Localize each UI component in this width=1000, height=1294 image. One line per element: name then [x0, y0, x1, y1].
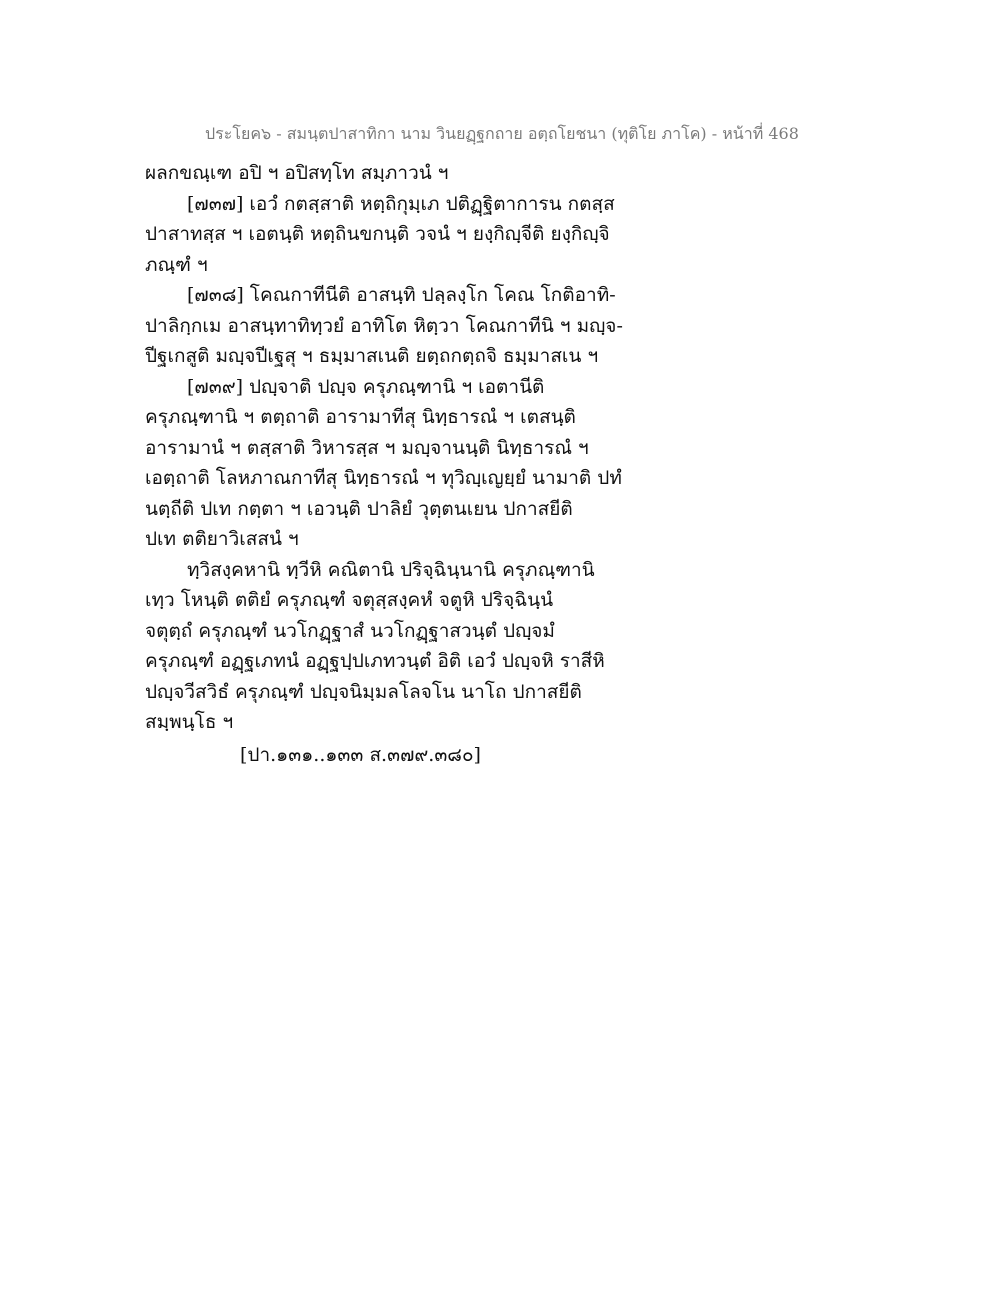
text-line: ปเท ตติยาวิเสสนํ ฯ	[145, 528, 299, 550]
text-line: นตฺถีติ ปเท กตฺตา ฯ เอวนฺติ ปาลิยํ วุตฺตนเยน ปกาสยีติ	[145, 497, 573, 520]
text-line: ปาลิกฺกเม อาสนฺทาทิทฺวยํ อาทิโต หิตฺวา โคณกาทีนิ ฯ มญฺจ-	[145, 314, 623, 337]
running-header: ประโยค๖ - สมนฺตปาสาทิกา นาม วินยฏฺฐกถาย อตฺถโยชนา (ทุติโย ภาโค) - หน้าที่ 468	[205, 124, 799, 143]
text-line: ปาสาทสฺส ฯ เอตนฺติ หตฺถินขกนฺติ วจนํ ฯ ยงฺกิญฺจีติ ยงฺกิญฺจิ	[145, 223, 610, 245]
verse-paragraph-start: ทฺวิสงฺคหานิ ทฺวีหิ คณิตานิ ปริจฺฉินฺนานิ ครุภณฺฑานิ	[187, 558, 595, 581]
body-text	[145, 158, 625, 770]
text-line: เทฺว โหนฺติ ตติยํ ครุภณฺฑํ จตุสฺสงฺคหํ จตูหิ ปริจฺฉินฺนํ	[145, 589, 554, 611]
text-line: ภณฺฑํ ฯ	[145, 253, 208, 276]
text-line: ครุภณฺฑํ อฏฺฐเภทนํ อฏฺฐปฺปเภทวนฺตํ อิติ เอวํ ปญฺจหิ ราสีหิ	[145, 650, 605, 672]
reference-citation: [ปา.๑๓๑..๑๓๓ ส.๓๗๙.๓๘๐]	[240, 743, 481, 766]
text-line: ครุภณฺฑานิ ฯ ตตฺถาติ อารามาทีสุ นิทฺธารณํ ฯ เตสนฺติ	[145, 406, 576, 428]
text-line: ผลกขณฺเฑ อปิ ฯ อปิสทฺโท สมฺภาวนํ ฯ	[145, 162, 449, 184]
text-line: ปญฺจวีสวิธํ ครุภณฺฑํ ปญฺจนิมฺมลโลจโน นาโถ ปกาสยีติ	[145, 680, 582, 703]
text-line: จตุตฺถํ ครุภณฺฑํ นวโกฏฺฐาสํ นวโกฏฺฐาสวนฺตํ ปญฺจมํ	[145, 619, 555, 642]
paragraph-739-start: [๗๓๙] ปญฺจาติ ปญฺจ ครุภณฺฑานิ ฯ เอตานีติ	[187, 375, 545, 398]
text-line: สมฺพนฺโธ ฯ	[145, 711, 234, 733]
text-line: เอตฺถาติ โลหภาณกาทีสุ นิทฺธารณํ ฯ ทุวิญฺเญยฺยํ นามาติ ปทํ	[145, 467, 622, 489]
paragraph-738-start: [๗๓๘] โคณกาทีนีติ อาสนฺทิ ปลฺลงฺโก โคณ โกติอาทิ-	[187, 284, 616, 306]
paragraph-737-start: [๗๓๗] เอวํ กตสฺสาติ หตฺถิกุมฺเภ ปติฏฺฐิตาการน กตสฺส	[187, 192, 615, 215]
text-line: ปีฐเกสูติ มญฺจปีเฐสุ ฯ ธมฺมาสเนติ ยตฺถกตฺถจิ ธมฺมาสเน ฯ	[145, 345, 599, 367]
text-line: อารามานํ ฯ ตสฺสาติ วิหารสฺส ฯ มญฺจานนฺติ นิทฺธารณํ ฯ	[145, 436, 589, 459]
